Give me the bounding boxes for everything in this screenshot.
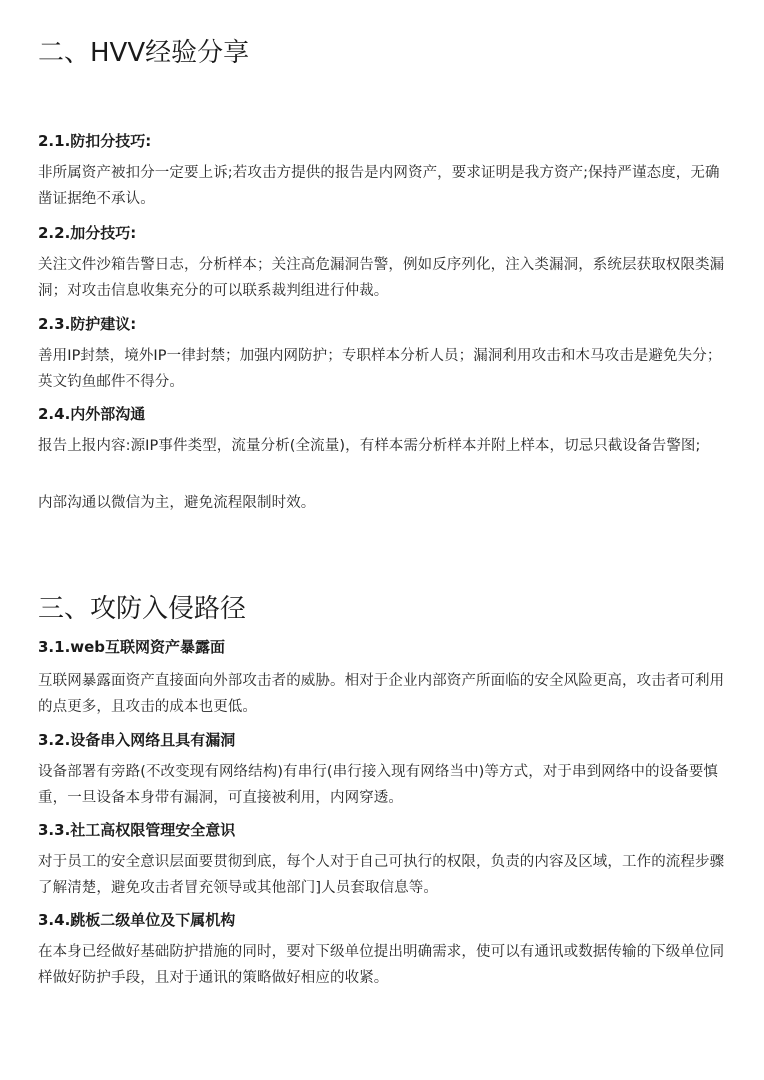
subheading-2-4: 2.4.内外部沟通 bbox=[38, 405, 146, 423]
section-title-attack-paths: 三、攻防入侵路径 bbox=[38, 594, 247, 624]
subheading-2-3: 2.3.防护建议: bbox=[38, 315, 137, 333]
subheading-2-1: 2.1.防扣分技巧: bbox=[38, 132, 152, 150]
section-title-hvv: 二、HVV经验分享 bbox=[38, 38, 250, 68]
subheading-3-2: 3.2.设备串入网络且具有漏洞 bbox=[38, 731, 236, 749]
subheading-3-4: 3.4.跳板二级单位及下属机构 bbox=[38, 911, 236, 929]
paragraph-3-3: 对于员工的安全意识层面要贯彻到底，每个人对于自己可执行的权限，负责的内容及区域，工作的流程步骤了解清楚，避免攻击者冒充领导或其他部门]人员套取信息等。 bbox=[38, 854, 725, 896]
subheading-2-2: 2.2.加分技巧: bbox=[38, 224, 137, 242]
paragraph-2-4-b: 内部沟通以微信为主，避免流程限制时效。 bbox=[38, 495, 316, 511]
paragraph-3-1: 互联网暴露面资产直接面向外部攻击者的威胁。相对于企业内部资产所面临的安全风险更高，攻击者可利用的点更多，且攻击的成本也更低。 bbox=[38, 673, 725, 715]
paragraph-2-4-a: 报告上报内容:源IP事件类型，流量分析(全流量)，有样本需分析样本并附上样本，切忌只截设备告警图; bbox=[38, 438, 701, 454]
subheading-3-1: 3.1.web互联网资产暴露面 bbox=[38, 638, 226, 656]
paragraph-3-2: 设备部署有旁路(不改变现有网络结构)有串行(串行接入现有网络当中)等方式，对于串到网络中的设备要慎重，一旦设备本身带有漏洞，可直接被利用，内网穿透。 bbox=[38, 764, 719, 806]
paragraph-2-2: 关注文件沙箱告警日志，分析样本；关注高危漏洞告警，例如反序列化，注入类漏洞，系统层获取权限类漏洞；对攻击信息收集充分的可以联系裁判组进行仲裁。 bbox=[38, 257, 725, 299]
paragraph-2-3: 善用IP封禁，境外IP一律封禁；加强内网防护；专职样本分析人员；漏洞利用攻击和木马攻击是避免失分；英文钓鱼邮件不得分。 bbox=[38, 348, 722, 390]
paragraph-3-4: 在本身已经做好基础防护措施的同时，要对下级单位提出明确需求，使可以有通讯或数据传输的下级单位同样做好防护手段，且对于通讯的策略做好相应的收紧。 bbox=[38, 944, 725, 986]
subheading-3-3: 3.3.社工高权限管理安全意识 bbox=[38, 821, 236, 839]
paragraph-2-1: 非所属资产被扣分一定要上诉;若攻击方提供的报告是内网资产，要求证明是我方资产;保持严谨态度，无确凿证据绝不承认。 bbox=[38, 165, 720, 207]
